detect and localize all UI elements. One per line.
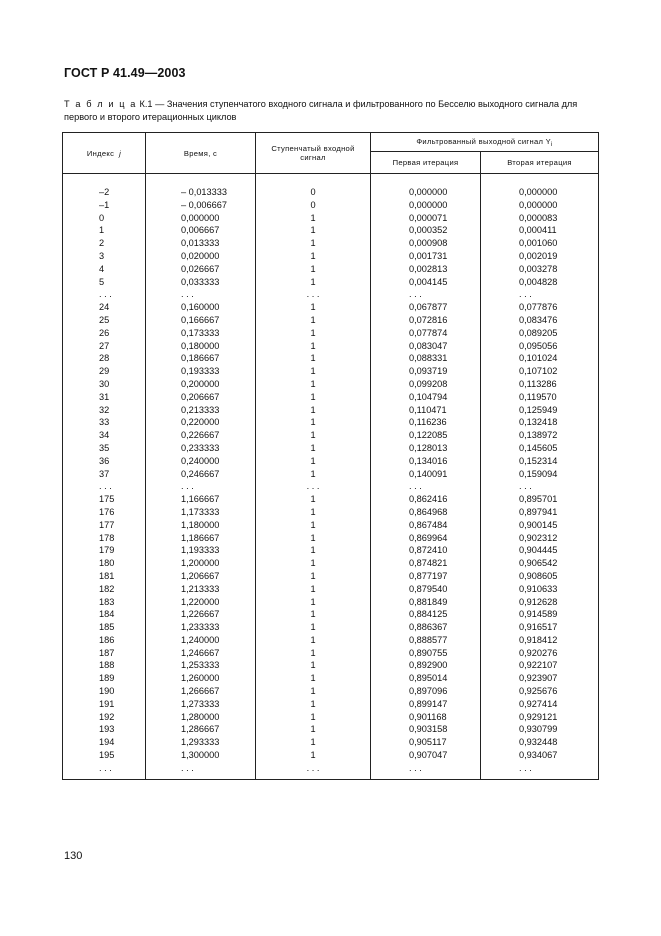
- cell-index: 26: [63, 327, 146, 340]
- cell-second-iteration: 0,004828: [481, 276, 599, 289]
- cell-step-signal: 1: [256, 672, 371, 685]
- header-time: Время, с: [146, 133, 256, 174]
- table-row: [63, 212, 599, 225]
- cell-first-iteration: 0,000071: [371, 212, 481, 225]
- cell-index: 36: [63, 455, 146, 468]
- cell-second-iteration: 0,925676: [481, 685, 599, 698]
- cell-time: 0,013333: [146, 237, 256, 250]
- cell-second-iteration: 0,119570: [481, 391, 599, 404]
- cell-time: . . .: [146, 288, 256, 301]
- cell-second-iteration: 0,132418: [481, 416, 599, 429]
- cell-step-signal: 1: [256, 314, 371, 327]
- cell-first-iteration: 0,903158: [371, 723, 481, 736]
- cell-index: . . .: [63, 288, 146, 301]
- table-row: [63, 672, 599, 685]
- cell-step-signal: 1: [256, 532, 371, 545]
- cell-step-signal: 1: [256, 442, 371, 455]
- cell-second-iteration: 0,912628: [481, 596, 599, 609]
- cell-first-iteration: 0,000000: [371, 186, 481, 199]
- cell-first-iteration: 0,869964: [371, 532, 481, 545]
- cell-index: 178: [63, 532, 146, 545]
- cell-step-signal: 1: [256, 685, 371, 698]
- cell-time: 0,186667: [146, 352, 256, 365]
- cell-time: 1,186667: [146, 532, 256, 545]
- cell-time: . . .: [146, 480, 256, 493]
- cell-index: 195: [63, 749, 146, 762]
- cell-index: 182: [63, 583, 146, 596]
- cell-second-iteration: 0,077876: [481, 301, 599, 314]
- cell-second-iteration: 0,916517: [481, 621, 599, 634]
- cell-step-signal: 1: [256, 711, 371, 724]
- cell-index: 24: [63, 301, 146, 314]
- table-row: [63, 711, 599, 724]
- cell-time: 1,286667: [146, 723, 256, 736]
- cell-time: 1,220000: [146, 596, 256, 609]
- cell-time: – 0,013333: [146, 186, 256, 199]
- table-row: [63, 352, 599, 365]
- cell-first-iteration: 0,862416: [371, 493, 481, 506]
- cell-index: 175: [63, 493, 146, 506]
- cell-first-iteration: 0,901168: [371, 711, 481, 724]
- cell-first-iteration: 0,067877: [371, 301, 481, 314]
- table-row: [63, 250, 599, 263]
- cell-second-iteration: 0,083476: [481, 314, 599, 327]
- header-first-iteration: Первая итерация: [371, 152, 481, 174]
- cell-first-iteration: 0,864968: [371, 506, 481, 519]
- cell-time: 0,020000: [146, 250, 256, 263]
- cell-step-signal: 1: [256, 557, 371, 570]
- cell-index: 34: [63, 429, 146, 442]
- cell-first-iteration: 0,000352: [371, 224, 481, 237]
- cell-time: 0,193333: [146, 365, 256, 378]
- cell-first-iteration: 0,874821: [371, 557, 481, 570]
- cell-index: 176: [63, 506, 146, 519]
- cell-time: 0,173333: [146, 327, 256, 340]
- cell-step-signal: 1: [256, 723, 371, 736]
- cell-index: 183: [63, 596, 146, 609]
- cell-step-signal: 1: [256, 365, 371, 378]
- table-row: [63, 596, 599, 609]
- table-row: [63, 685, 599, 698]
- cell-second-iteration: 0,095056: [481, 340, 599, 353]
- cell-time: 0,026667: [146, 263, 256, 276]
- cell-time: 0,213333: [146, 404, 256, 417]
- cell-step-signal: 1: [256, 416, 371, 429]
- cell-step-signal: 1: [256, 506, 371, 519]
- cell-index: 2: [63, 237, 146, 250]
- cell-index: 184: [63, 608, 146, 621]
- table-row: [63, 557, 599, 570]
- header-filtered-subscript: i: [551, 141, 553, 148]
- header-filtered-signal: Фильтрованный выходной сигнал $Y_i$: [371, 133, 599, 152]
- table-row: [63, 391, 599, 404]
- cell-time: 0,233333: [146, 442, 256, 455]
- cell-index: –1: [63, 199, 146, 212]
- cell-time: 1,266667: [146, 685, 256, 698]
- cell-first-iteration: 0,072816: [371, 314, 481, 327]
- cell-first-iteration: 0,104794: [371, 391, 481, 404]
- cell-first-iteration: 0,884125: [371, 608, 481, 621]
- cell-time: 0,206667: [146, 391, 256, 404]
- cell-second-iteration: 0,138972: [481, 429, 599, 442]
- table-row: [63, 378, 599, 391]
- cell-first-iteration: 0,002813: [371, 263, 481, 276]
- cell-time: 1,246667: [146, 647, 256, 660]
- table-row: [63, 762, 599, 780]
- cell-second-iteration: 0,895701: [481, 493, 599, 506]
- cell-index: . . .: [63, 480, 146, 493]
- table-row: [63, 608, 599, 621]
- cell-index: 25: [63, 314, 146, 327]
- cell-time: 0,160000: [146, 301, 256, 314]
- cell-first-iteration: 0,877197: [371, 570, 481, 583]
- cell-index: 29: [63, 365, 146, 378]
- cell-time: – 0,006667: [146, 199, 256, 212]
- cell-first-iteration: 0,000908: [371, 237, 481, 250]
- table-row: [63, 237, 599, 250]
- cell-second-iteration: 0,914589: [481, 608, 599, 621]
- cell-index: 4: [63, 263, 146, 276]
- cell-index: 30: [63, 378, 146, 391]
- cell-first-iteration: 0,886367: [371, 621, 481, 634]
- cell-time: 1,233333: [146, 621, 256, 634]
- table-row: [63, 634, 599, 647]
- cell-first-iteration: . . .: [371, 288, 481, 301]
- cell-step-signal: 1: [256, 378, 371, 391]
- cell-step-signal: 1: [256, 404, 371, 417]
- cell-time: 1,280000: [146, 711, 256, 724]
- cell-second-iteration: 0,159094: [481, 468, 599, 481]
- cell-time: 1,226667: [146, 608, 256, 621]
- cell-step-signal: 1: [256, 340, 371, 353]
- header-step-signal: Ступенчатый входной сигнал: [256, 133, 371, 174]
- table-row: [63, 532, 599, 545]
- cell-time: 0,226667: [146, 429, 256, 442]
- cell-second-iteration: 0,920276: [481, 647, 599, 660]
- cell-step-signal: 1: [256, 301, 371, 314]
- cell-second-iteration: 0,908605: [481, 570, 599, 583]
- cell-first-iteration: 0,116236: [371, 416, 481, 429]
- cell-step-signal: 1: [256, 276, 371, 289]
- table-row: [63, 698, 599, 711]
- table-row: [63, 365, 599, 378]
- cell-first-iteration: 0,895014: [371, 672, 481, 685]
- cell-first-iteration: 0,000000: [371, 199, 481, 212]
- cell-first-iteration: 0,872410: [371, 544, 481, 557]
- cell-index: 0: [63, 212, 146, 225]
- cell-second-iteration: 0,897941: [481, 506, 599, 519]
- cell-first-iteration: 0,879540: [371, 583, 481, 596]
- cell-index: 187: [63, 647, 146, 660]
- cell-time: 1,213333: [146, 583, 256, 596]
- table-row: [63, 621, 599, 634]
- cell-time: 0,006667: [146, 224, 256, 237]
- cell-second-iteration: 0,152314: [481, 455, 599, 468]
- cell-index: 193: [63, 723, 146, 736]
- cell-second-iteration: . . .: [481, 762, 599, 780]
- cell-step-signal: 1: [256, 391, 371, 404]
- cell-time: 1,240000: [146, 634, 256, 647]
- bessel-values-table: [62, 132, 599, 780]
- cell-second-iteration: 0,101024: [481, 352, 599, 365]
- header-index-symbol: j: [119, 148, 122, 158]
- table-row: [63, 647, 599, 660]
- cell-second-iteration: 0,918412: [481, 634, 599, 647]
- table-row: [63, 723, 599, 736]
- cell-time: 1,293333: [146, 736, 256, 749]
- cell-index: 37: [63, 468, 146, 481]
- cell-time: 1,206667: [146, 570, 256, 583]
- cell-index: 33: [63, 416, 146, 429]
- table-caption: [64, 98, 604, 123]
- cell-second-iteration: 0,900145: [481, 519, 599, 532]
- cell-time: 1,273333: [146, 698, 256, 711]
- cell-second-iteration: 0,001060: [481, 237, 599, 250]
- cell-index: 188: [63, 659, 146, 672]
- cell-first-iteration: 0,093719: [371, 365, 481, 378]
- cell-second-iteration: . . .: [481, 480, 599, 493]
- cell-step-signal: . . .: [256, 288, 371, 301]
- cell-step-signal: 1: [256, 621, 371, 634]
- cell-step-signal: 1: [256, 634, 371, 647]
- cell-second-iteration: 0,089205: [481, 327, 599, 340]
- cell-first-iteration: 0,088331: [371, 352, 481, 365]
- cell-index: 190: [63, 685, 146, 698]
- table-row: [63, 570, 599, 583]
- cell-time: 0,220000: [146, 416, 256, 429]
- cell-index: 28: [63, 352, 146, 365]
- cell-first-iteration: 0,899147: [371, 698, 481, 711]
- cell-second-iteration: 0,113286: [481, 378, 599, 391]
- cell-first-iteration: 0,128013: [371, 442, 481, 455]
- cell-second-iteration: 0,125949: [481, 404, 599, 417]
- cell-time: 1,173333: [146, 506, 256, 519]
- cell-time: 0,033333: [146, 276, 256, 289]
- table-row: [63, 276, 599, 289]
- cell-first-iteration: 0,867484: [371, 519, 481, 532]
- cell-first-iteration: 0,122085: [371, 429, 481, 442]
- cell-index: 179: [63, 544, 146, 557]
- cell-step-signal: 1: [256, 698, 371, 711]
- cell-step-signal: 1: [256, 327, 371, 340]
- table-row: [63, 480, 599, 493]
- table-row: [63, 583, 599, 596]
- cell-step-signal: 1: [256, 749, 371, 762]
- cell-time: 1,200000: [146, 557, 256, 570]
- table-row: [63, 314, 599, 327]
- cell-second-iteration: 0,000083: [481, 212, 599, 225]
- cell-step-signal: . . .: [256, 762, 371, 780]
- cell-time: 0,180000: [146, 340, 256, 353]
- cell-step-signal: 0: [256, 186, 371, 199]
- cell-step-signal: 1: [256, 263, 371, 276]
- table-row: [63, 404, 599, 417]
- cell-step-signal: 1: [256, 212, 371, 225]
- cell-step-signal: 1: [256, 570, 371, 583]
- cell-time: 1,193333: [146, 544, 256, 557]
- cell-index: 177: [63, 519, 146, 532]
- cell-step-signal: 1: [256, 544, 371, 557]
- cell-index: 1: [63, 224, 146, 237]
- cell-second-iteration: 0,003278: [481, 263, 599, 276]
- table-body: [63, 174, 599, 780]
- cell-second-iteration: . . .: [481, 288, 599, 301]
- cell-index: 181: [63, 570, 146, 583]
- cell-first-iteration: 0,897096: [371, 685, 481, 698]
- cell-first-iteration: 0,077874: [371, 327, 481, 340]
- cell-step-signal: 1: [256, 429, 371, 442]
- cell-step-signal: 1: [256, 583, 371, 596]
- cell-step-signal: 1: [256, 519, 371, 532]
- cell-index: 5: [63, 276, 146, 289]
- cell-second-iteration: 0,000411: [481, 224, 599, 237]
- cell-time: 1,166667: [146, 493, 256, 506]
- cell-index: 27: [63, 340, 146, 353]
- table-row: [63, 263, 599, 276]
- cell-index: 189: [63, 672, 146, 685]
- cell-index: 35: [63, 442, 146, 455]
- table-row: [63, 429, 599, 442]
- cell-second-iteration: 0,000000: [481, 186, 599, 199]
- cell-first-iteration: 0,134016: [371, 455, 481, 468]
- cell-step-signal: 1: [256, 468, 371, 481]
- cell-first-iteration: 0,099208: [371, 378, 481, 391]
- table-row: [63, 455, 599, 468]
- cell-step-signal: 1: [256, 250, 371, 263]
- cell-first-iteration: 0,001731: [371, 250, 481, 263]
- cell-step-signal: 1: [256, 224, 371, 237]
- table-caption-text: К.1 — Значения ступенчатого входного сигнала и фильтрованного по Бесселю выходного сигнала для первого и второго итерационных циклов: [64, 99, 578, 122]
- table-row: [63, 749, 599, 762]
- cell-second-iteration: 0,930799: [481, 723, 599, 736]
- table-row: [63, 340, 599, 353]
- cell-step-signal: 1: [256, 647, 371, 660]
- cell-step-signal: 1: [256, 493, 371, 506]
- cell-first-iteration: 0,890755: [371, 647, 481, 660]
- cell-first-iteration: . . .: [371, 480, 481, 493]
- cell-second-iteration: 0,923907: [481, 672, 599, 685]
- cell-step-signal: 1: [256, 352, 371, 365]
- cell-step-signal: 1: [256, 736, 371, 749]
- cell-first-iteration: 0,083047: [371, 340, 481, 353]
- cell-time: 1,180000: [146, 519, 256, 532]
- header-second-iteration: Вторая итерация: [481, 152, 599, 174]
- cell-time: 0,240000: [146, 455, 256, 468]
- table-row: [63, 288, 599, 301]
- cell-time: . . .: [146, 762, 256, 780]
- header-index: Индекс j: [63, 133, 146, 174]
- cell-time: 0,000000: [146, 212, 256, 225]
- cell-second-iteration: 0,904445: [481, 544, 599, 557]
- cell-time: 1,300000: [146, 749, 256, 762]
- cell-index: 185: [63, 621, 146, 634]
- cell-first-iteration: 0,881849: [371, 596, 481, 609]
- cell-time: 0,166667: [146, 314, 256, 327]
- cell-second-iteration: 0,934067: [481, 749, 599, 762]
- cell-step-signal: 1: [256, 237, 371, 250]
- cell-second-iteration: 0,002019: [481, 250, 599, 263]
- page-number: 130: [64, 850, 83, 862]
- cell-first-iteration: 0,892900: [371, 659, 481, 672]
- cell-second-iteration: 0,145605: [481, 442, 599, 455]
- cell-first-iteration: 0,004145: [371, 276, 481, 289]
- table-row: [63, 659, 599, 672]
- cell-first-iteration: . . .: [371, 762, 481, 780]
- table-row: [63, 416, 599, 429]
- cell-first-iteration: 0,140091: [371, 468, 481, 481]
- table-row: [63, 327, 599, 340]
- cell-step-signal: . . .: [256, 480, 371, 493]
- table-row: [63, 493, 599, 506]
- cell-second-iteration: 0,927414: [481, 698, 599, 711]
- cell-first-iteration: 0,907047: [371, 749, 481, 762]
- standard-designation: ГОСТ Р 41.49—2003: [64, 66, 186, 80]
- cell-second-iteration: 0,000000: [481, 199, 599, 212]
- table-caption-label: Т а б л и ц а: [64, 99, 137, 109]
- table-row: [63, 199, 599, 212]
- cell-first-iteration: 0,110471: [371, 404, 481, 417]
- cell-second-iteration: 0,902312: [481, 532, 599, 545]
- cell-step-signal: 1: [256, 455, 371, 468]
- cell-first-iteration: 0,888577: [371, 634, 481, 647]
- cell-step-signal: 1: [256, 659, 371, 672]
- cell-time: 0,200000: [146, 378, 256, 391]
- table-row: [63, 468, 599, 481]
- cell-index: 191: [63, 698, 146, 711]
- cell-second-iteration: 0,922107: [481, 659, 599, 672]
- cell-index: 3: [63, 250, 146, 263]
- cell-step-signal: 0: [256, 199, 371, 212]
- cell-time: 1,260000: [146, 672, 256, 685]
- cell-time: 0,246667: [146, 468, 256, 481]
- cell-step-signal: 1: [256, 608, 371, 621]
- cell-first-iteration: 0,905117: [371, 736, 481, 749]
- table-row: [63, 186, 599, 199]
- cell-index: 192: [63, 711, 146, 724]
- cell-time: 1,253333: [146, 659, 256, 672]
- table-row: [63, 544, 599, 557]
- cell-index: 180: [63, 557, 146, 570]
- table-row: [63, 736, 599, 749]
- table-row: [63, 442, 599, 455]
- cell-second-iteration: 0,107102: [481, 365, 599, 378]
- table-row: [63, 224, 599, 237]
- cell-second-iteration: 0,910633: [481, 583, 599, 596]
- cell-second-iteration: 0,906542: [481, 557, 599, 570]
- cell-index: –2: [63, 186, 146, 199]
- cell-second-iteration: 0,929121: [481, 711, 599, 724]
- table-row: [63, 301, 599, 314]
- cell-index: 32: [63, 404, 146, 417]
- table-row: [63, 519, 599, 532]
- cell-step-signal: 1: [256, 596, 371, 609]
- cell-second-iteration: 0,932448: [481, 736, 599, 749]
- table-row: [63, 506, 599, 519]
- cell-index: 194: [63, 736, 146, 749]
- cell-index: . . .: [63, 762, 146, 780]
- cell-index: 31: [63, 391, 146, 404]
- cell-index: 186: [63, 634, 146, 647]
